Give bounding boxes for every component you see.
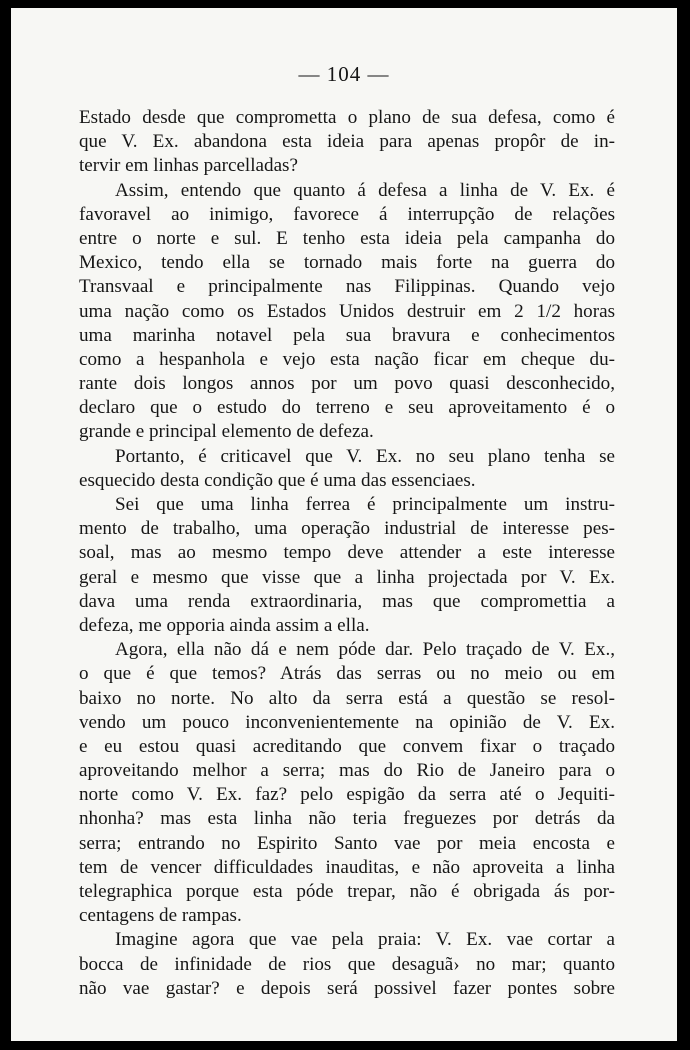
text-line: nhonha? mas esta linha não teria freguezes por detrás da [79, 808, 615, 830]
text-line: rante dois longos annos por um povo quasi desconhecido, [79, 373, 615, 395]
text-line: como a hespanhola e vejo esta nação ficar em cheque du- [79, 348, 615, 370]
text-line: dava uma renda extraordinaria, mas que compromettia a [79, 590, 615, 612]
text-line: Estado desde que comprometta o plano de sua defesa, como é [79, 107, 615, 128]
text-line: tem de vencer difficuldades inauditas, e não aproveita a linha [79, 856, 615, 878]
text-line: não vae gastar? e depois será possivel fazer pontes sobre [79, 977, 615, 999]
text-line: esquecido desta condição que é uma das essenciaes. [79, 469, 476, 491]
text-line: soal, mas ao mesmo tempo deve attender a este interesse [79, 542, 615, 564]
text-line: que V. Ex. abandona esta ideia para apenas propôr de in- [79, 131, 615, 153]
text-line: serra; entrando no Espirito Santo vae por meia encosta e [79, 832, 615, 854]
body-text [79, 106, 615, 1001]
text-line: Assim, entendo que quanto á defesa a linha de V. Ex. é [115, 179, 615, 201]
text-line: favoravel ao inimigo, favorece á interrupção de relações [79, 203, 615, 225]
text-line: bocca de infinidade de rios que desaguã› no mar; quanto [79, 953, 615, 975]
text-line: uma marinha notavel pela sua bravura e conhecimentos [79, 324, 615, 346]
text-line: telegraphica porque esta póde trepar, não é obrigada ás por- [79, 881, 615, 902]
text-line: uma nação como os Estados Unidos destruir em 2 1/2 horas [79, 300, 615, 322]
text-line: defeza, me opporia ainda assim a ella. [79, 614, 370, 636]
text-line: vendo um pouco inconvenientemente na opinião de V. Ex. [79, 711, 615, 733]
text-line: grande e principal elemento de defeza. [79, 421, 374, 443]
page-number: — 104 — [298, 62, 390, 86]
text-line: Portanto, é criticavel que V. Ex. no seu plano tenha se [115, 445, 615, 467]
text-line: norte como V. Ex. faz? pelo espigão da serra até o Jequiti- [79, 784, 615, 806]
text-line: geral e mesmo que visse que a linha projectada por V. Ex. [79, 566, 615, 588]
text-line: declaro que o estudo do terreno e seu aproveitamento é o [79, 397, 615, 419]
text-line: centagens de rampas. [79, 905, 242, 927]
text-line: entre o norte e sul. E tenho esta ideia pela campanha do [79, 227, 615, 249]
text-line: mento de trabalho, uma operação industrial de interesse pes- [79, 518, 615, 540]
text-line: baixo no norte. No alto da serra está a questão se resol- [79, 687, 615, 709]
text-line: Mexico, tendo ella se tornado mais forte na guerra do [79, 252, 615, 274]
text-line: Imagine agora que vae pela praia: V. Ex. vae cortar a [115, 929, 615, 951]
book-page [11, 8, 677, 1041]
text-line: aproveitando melhor a serra; mas do Rio de Janeiro para o [79, 760, 615, 782]
text-line: Sei que uma linha ferrea é principalmente um instru- [115, 494, 615, 515]
text-line: tervir em linhas parcelladas? [79, 155, 298, 177]
text-line: e eu estou quasi acreditando que convem fixar o traçado [79, 735, 615, 757]
text-line: Agora, ella não dá e nem póde dar. Pelo traçado de V. Ex., [115, 639, 615, 661]
text-line: Transvaal e principalmente nas Filippinas. Quando vejo [79, 276, 615, 298]
text-line: o que é que temos? Atrás das serras ou no meio ou em [79, 663, 615, 685]
